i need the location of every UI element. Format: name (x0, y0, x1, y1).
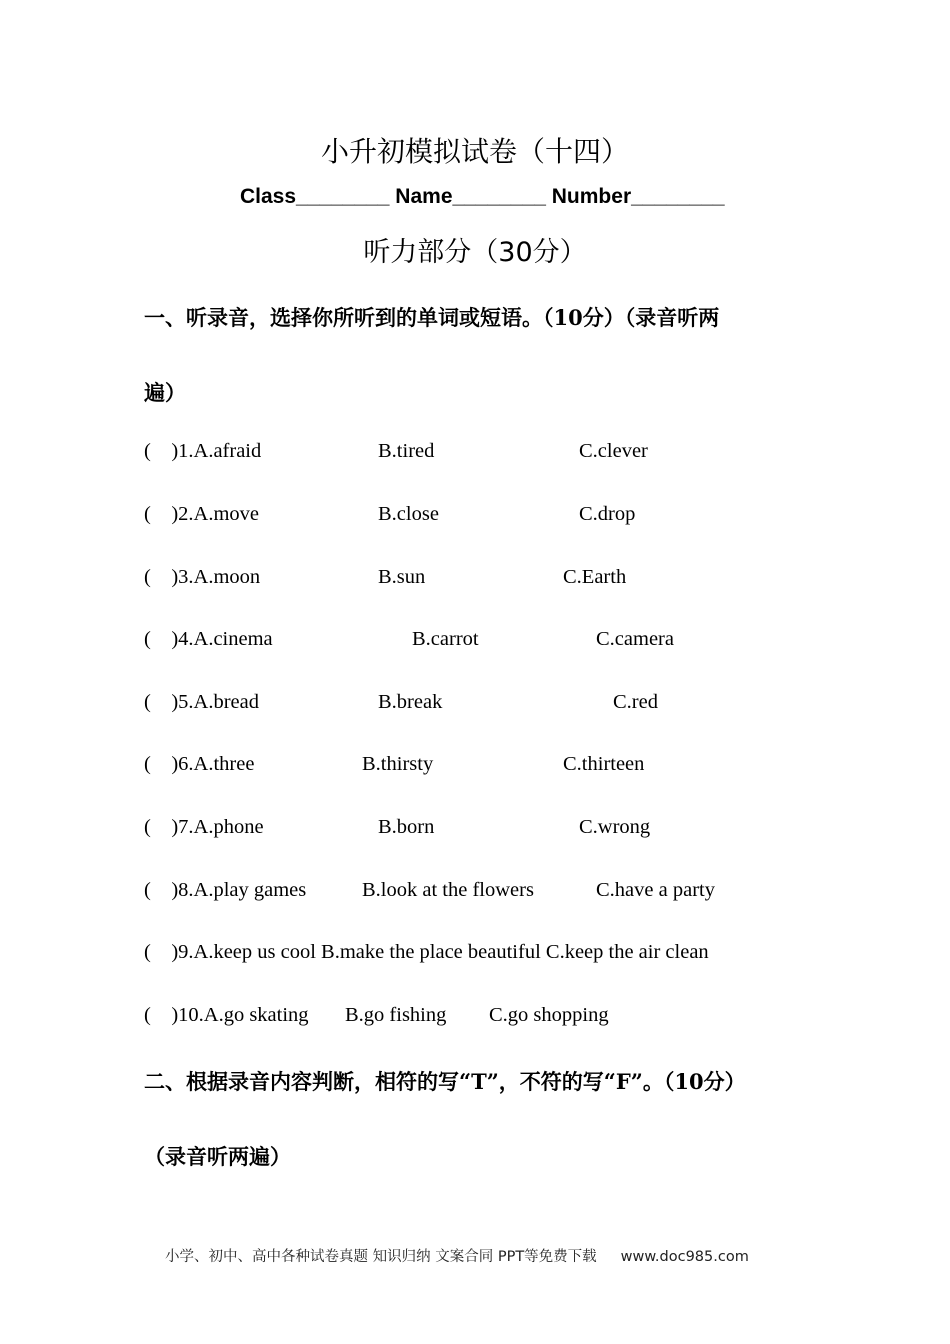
question-6-option-c: C.thirteen (563, 753, 645, 775)
question-8-option-c: C.have a party (596, 879, 715, 901)
page-title: 小升初模拟试卷（十四） (320, 135, 629, 168)
section1-heading: 一、听录音，选择你所听到的单词或短语。（10分）（录音听两 (144, 305, 720, 330)
question-1-option-c: C.clever (579, 440, 648, 462)
question-2-option-b: B.close (378, 503, 439, 525)
footer-url: www.doc985.com (620, 1249, 749, 1265)
question-5-option-b: B.break (378, 691, 443, 713)
question-6-option-a: ( )6.A.three (144, 753, 255, 775)
section1-heading-cont: 遍） (144, 380, 186, 405)
question-1-option-a: ( )1.A.afraid (144, 440, 262, 462)
footer (165, 1245, 749, 1266)
question-7-option-c: C.wrong (579, 816, 651, 838)
question-3-option-b: B.sun (378, 566, 426, 588)
question-4-option-c: C.camera (596, 628, 674, 650)
question-10-option-b: B.go fishing (345, 1004, 447, 1026)
question-7-option-b: B.born (378, 816, 435, 838)
student-info-line: Class________ Name________ Number________ (240, 185, 725, 208)
footer-text: 小学、初中、高中各种试卷真题 知识归纳 文案合同 PPT等免费下载 (165, 1249, 597, 1265)
question-4-option-a: ( )4.A.cinema (144, 628, 273, 650)
question-10-option-a: ( )10.A.go skating (144, 1004, 309, 1026)
question-3-option-c: C.Earth (563, 566, 627, 588)
question-3-option-a: ( )3.A.moon (144, 566, 261, 588)
section2-heading: 二、根据录音内容判断，相符的写“T”，不符的写“F”。（10分） (144, 1069, 746, 1094)
question-10-option-c: C.go shopping (489, 1004, 609, 1026)
question-7-option-a: ( )7.A.phone (144, 816, 264, 838)
section-subtitle: 听力部分（30分） (363, 237, 587, 268)
question-9-option-a: ( )9.A.keep us cool B.make the place beautiful C.keep the air clean (144, 941, 709, 963)
question-2-option-c: C.drop (579, 503, 636, 525)
question-5-option-c: C.red (613, 691, 658, 713)
question-8-option-b: B.look at the flowers (362, 879, 534, 901)
section2-heading-cont: （录音听两遍） (144, 1144, 291, 1169)
question-6-option-b: B.thirsty (362, 753, 434, 775)
question-5-option-a: ( )5.A.bread (144, 691, 259, 713)
question-1-option-b: B.tired (378, 440, 435, 462)
question-4-option-b: B.carrot (412, 628, 479, 650)
question-2-option-a: ( )2.A.move (144, 503, 260, 525)
question-8-option-a: ( )8.A.play games (144, 879, 307, 901)
